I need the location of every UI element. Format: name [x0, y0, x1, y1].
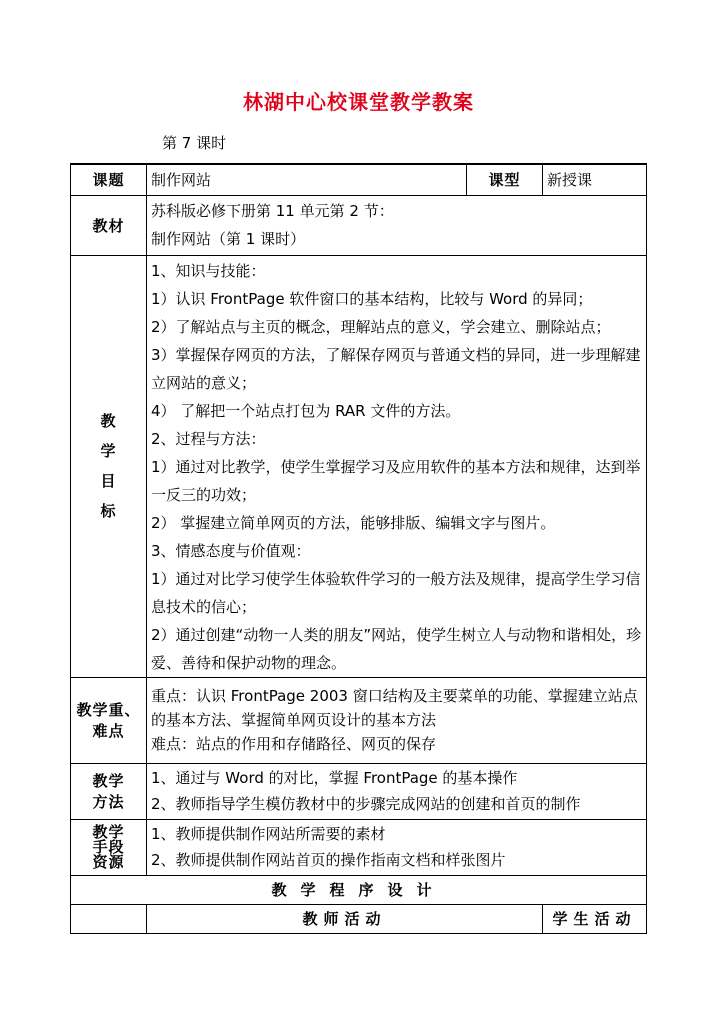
resources-cell: [147, 819, 647, 875]
goals-line: 1）通过对比学习使学生体验软件学习的一般方法及规律，提高学生学习信息技术的信心；: [151, 569, 641, 616]
goals-line: 1）通过对比教学，使学生掌握学习及应用软件的基本方法和规律，达到举一反三的功效；: [151, 457, 641, 504]
resources-label-line: 资源: [92, 852, 125, 871]
resources-label-line: 手段: [92, 837, 125, 856]
keypoints-label: [71, 677, 147, 763]
methods-label-line: 方法: [92, 793, 125, 811]
activity-blank-cell: [71, 904, 147, 933]
lesson-plan-table: [70, 163, 647, 934]
methods-row: [71, 763, 647, 819]
goals-line: 3）掌握保存网页的方法，了解保存网页与普通文档的异同，进一步理解建立网站的意义；: [151, 345, 641, 392]
methods-line: 2、教师指导学生模仿教材中的步骤完成网站的创建和首页的制作: [151, 795, 581, 813]
procedure-header: 教学程序设计: [71, 875, 647, 904]
topic-label: 课题: [71, 164, 147, 195]
goals-label-char: 标: [100, 502, 117, 520]
goals-line: 3、情感态度与价值观：: [151, 541, 311, 560]
goals-line: 4） 了解把一个站点打包为 RAR 文件的方法。: [151, 401, 461, 420]
type-value: 新授课: [543, 164, 647, 195]
textbook-row: [71, 195, 647, 255]
topic-value: 制作网站: [147, 164, 467, 195]
textbook-label: 教材: [71, 195, 147, 255]
keypoints-cell: [147, 677, 647, 763]
goals-cell: [147, 255, 647, 677]
document-title: 林湖中心校课堂教学教案: [243, 90, 474, 114]
goals-line: 2） 掌握建立简单网页的方法，能够排版、编辑文字与图片。: [151, 513, 556, 532]
type-label: 课型: [467, 164, 543, 195]
goals-line: 2）了解站点与主页的概念，理解站点的意义，学会建立、删除站点；: [151, 317, 611, 336]
goals-row: [71, 255, 647, 677]
goals-line: 2、过程与方法：: [151, 429, 266, 448]
goals-line: 2）通过创建“动物一人类的朋友”网站，使学生树立人与动物和谐相处，珍爱、善待和保护动物的理念。: [151, 625, 642, 672]
textbook-cell: [147, 195, 647, 255]
resources-line: 1、教师提供制作网站所需要的素材: [151, 825, 386, 843]
keypoints-line: 难点：站点的作用和存储路径、网页的保存: [151, 735, 437, 753]
goals-label-char: 教: [100, 412, 117, 430]
procedure-header-row: [71, 875, 647, 904]
resources-line: 2、教师提供制作网站首页的操作指南文档和样张图片: [151, 851, 506, 869]
activity-header-row: [71, 904, 647, 933]
methods-cell: [147, 763, 647, 819]
keypoints-line: 重点：认识 FrontPage 2003 窗口结构及主要菜单的功能、掌握建立站点的基本方法、掌握简单网页设计的基本方法: [151, 687, 638, 729]
methods-line: 1、通过与 Word 的对比，掌握 FrontPage 的基本操作: [151, 769, 518, 787]
textbook-line: 制作网站（第 1 课时）: [151, 230, 306, 248]
goals-line: 1）认识 FrontPage 软件窗口的基本结构，比较与 Word 的异同；: [151, 289, 593, 308]
goals-label-char: 目: [100, 472, 117, 490]
keypoints-label-line: 教学重、: [76, 701, 141, 719]
topic-row: [71, 164, 647, 195]
keypoints-row: [71, 677, 647, 763]
teacher-activity-header: 教师活动: [147, 904, 543, 933]
methods-label-line: 教学: [92, 772, 125, 790]
methods-label: [71, 763, 147, 819]
keypoints-label-line: 难点: [92, 722, 125, 740]
lesson-number: 第 7 课时: [162, 134, 227, 152]
goals-label: [71, 255, 147, 677]
resources-label: [71, 819, 147, 875]
goals-label-char: 学: [100, 442, 117, 460]
resources-label-line: 教学: [92, 822, 125, 841]
goals-line: 1、知识与技能：: [151, 261, 266, 280]
student-activity-header: 学生活动: [543, 904, 647, 933]
resources-row: [71, 819, 647, 875]
textbook-line: 苏科版必修下册第 11 单元第 2 节：: [151, 202, 394, 220]
